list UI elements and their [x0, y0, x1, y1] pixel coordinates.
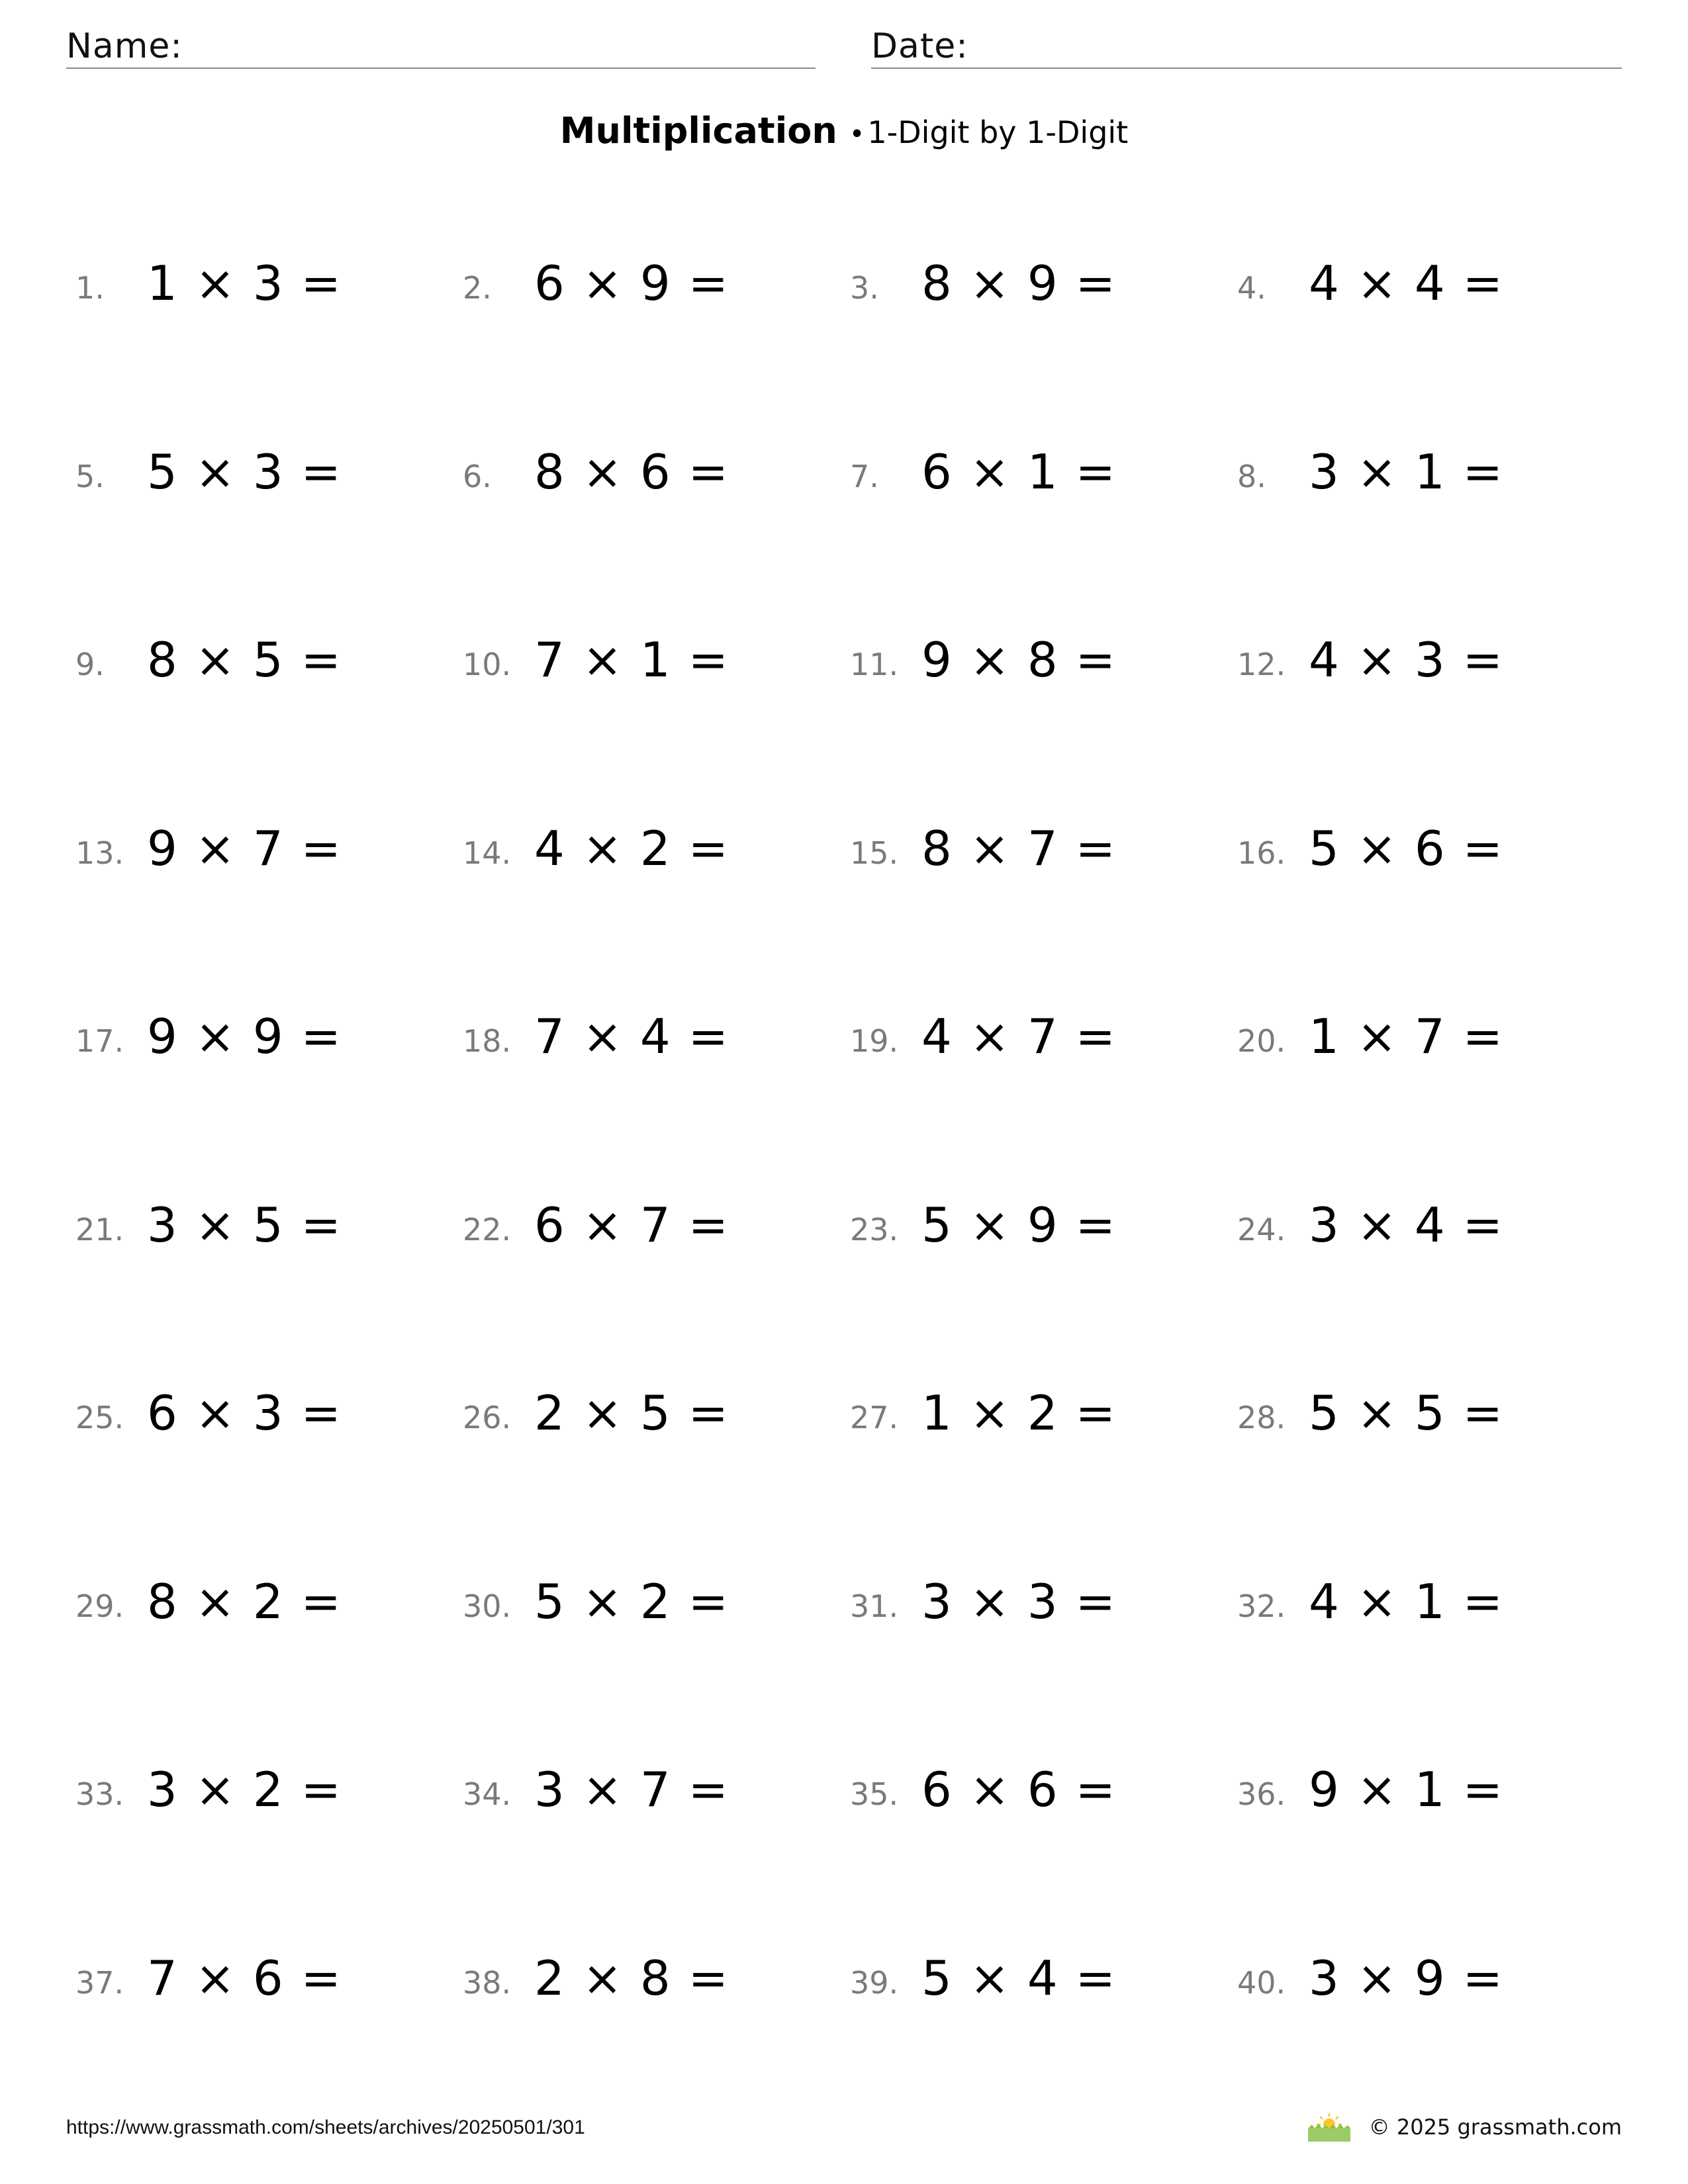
- problem-expression: 3 × 5 =: [147, 1197, 342, 1253]
- problem-expression: 5 × 6 =: [1309, 820, 1504, 876]
- problem-item: [850, 632, 1221, 694]
- problem-item: [850, 1950, 1221, 2013]
- problem-expression: 9 × 7 =: [147, 820, 342, 876]
- problem-expression: 2 × 8 =: [534, 1950, 729, 2006]
- problem-item: [75, 820, 446, 883]
- problem-expression: 5 × 9 =: [921, 1197, 1117, 1253]
- problem-number: 35.: [850, 1776, 899, 1812]
- problem-expression: 7 × 6 =: [147, 1950, 342, 2006]
- problem-number: 11.: [850, 647, 899, 682]
- problem-number: 6.: [463, 458, 492, 494]
- problem-expression: 6 × 3 =: [147, 1385, 342, 1441]
- problem-expression: 3 × 3 =: [921, 1573, 1117, 1629]
- problem-item: [75, 255, 446, 318]
- problem-number: 17.: [75, 1023, 124, 1059]
- problem-number: 16.: [1237, 835, 1286, 871]
- problem-item: [463, 1573, 833, 1636]
- problem-item: [75, 1011, 446, 1071]
- problem-item: [75, 443, 446, 506]
- problem-number: 38.: [463, 1964, 512, 2001]
- problem-item: [75, 1385, 446, 1447]
- problem-item: [1237, 1764, 1608, 1824]
- problem-expression: 6 × 9 =: [534, 255, 729, 311]
- name-label: Name:: [66, 26, 183, 66]
- problem-item: [1237, 632, 1608, 694]
- problem-expression: 1 × 7 =: [1309, 1009, 1504, 1064]
- problem-expression: 8 × 6 =: [534, 443, 729, 500]
- problem-expression: 2 × 5 =: [534, 1385, 729, 1441]
- problem-item: [850, 1197, 1221, 1259]
- problem-number: 19.: [850, 1023, 899, 1059]
- problem-expression: 3 × 2 =: [147, 1762, 342, 1817]
- problem-number: 22.: [463, 1211, 512, 1248]
- problem-item: [463, 255, 833, 318]
- problem-expression: 9 × 1 =: [1309, 1762, 1504, 1817]
- problem-number: 10.: [463, 647, 512, 682]
- problem-expression: 1 × 2 =: [921, 1385, 1117, 1441]
- problem-expression: 5 × 5 =: [1309, 1385, 1504, 1441]
- problem-number: 25.: [75, 1400, 124, 1435]
- title-subtitle: 1-Digit by 1-Digit: [867, 114, 1129, 150]
- problem-number: 31.: [850, 1588, 899, 1624]
- problem-expression: 3 × 4 =: [1309, 1197, 1504, 1253]
- copyright-text: © 2025 grassmath.com: [1368, 2115, 1622, 2140]
- problem-number: 21.: [75, 1211, 124, 1248]
- problem-item: [463, 1385, 833, 1447]
- problem-item: [1237, 443, 1608, 506]
- problem-number: 14.: [463, 835, 512, 871]
- problem-number: 5.: [75, 458, 105, 494]
- problem-item: [75, 1197, 446, 1259]
- problem-item: [850, 1385, 1221, 1447]
- problem-number: 13.: [75, 835, 124, 871]
- problem-expression: 5 × 3 =: [147, 443, 342, 500]
- problem-item: [1237, 255, 1608, 318]
- problem-expression: 8 × 9 =: [921, 255, 1117, 311]
- problem-item: [1237, 1385, 1608, 1447]
- problem-item: [850, 1573, 1221, 1636]
- problem-number: 9.: [75, 647, 105, 682]
- problem-expression: 4 × 1 =: [1309, 1573, 1504, 1629]
- problem-item: [850, 820, 1221, 883]
- problem-item: [850, 1011, 1221, 1071]
- problem-number: 2.: [463, 270, 492, 306]
- problem-expression: 5 × 4 =: [921, 1950, 1117, 2006]
- problem-item: [1237, 1573, 1608, 1636]
- problem-number: 26.: [463, 1400, 512, 1435]
- problem-number: 1.: [75, 270, 105, 306]
- problem-expression: 3 × 1 =: [1309, 443, 1504, 500]
- problem-number: 29.: [75, 1588, 124, 1624]
- problem-item: [75, 1950, 446, 2013]
- problem-number: 15.: [850, 835, 899, 871]
- problem-expression: 4 × 2 =: [534, 820, 729, 876]
- problem-number: 4.: [1237, 270, 1266, 306]
- problem-number: 28.: [1237, 1400, 1286, 1435]
- problem-number: 34.: [463, 1776, 512, 1812]
- date-label: Date:: [871, 26, 968, 66]
- problem-item: [463, 443, 833, 506]
- problem-expression: 4 × 7 =: [921, 1009, 1117, 1064]
- problem-number: 12.: [1237, 647, 1286, 682]
- problem-item: [463, 1011, 833, 1071]
- problem-expression: 7 × 1 =: [534, 632, 729, 688]
- problem-expression: 7 × 4 =: [534, 1009, 729, 1064]
- grass-sun-logo-icon: [1305, 2111, 1353, 2143]
- problem-item: [850, 1764, 1221, 1824]
- problem-number: 23.: [850, 1211, 899, 1248]
- problem-number: 36.: [1237, 1776, 1286, 1812]
- problem-item: [850, 443, 1221, 506]
- problem-number: 8.: [1237, 458, 1266, 494]
- problem-number: 7.: [850, 458, 879, 494]
- problem-item: [1237, 1011, 1608, 1071]
- problem-number: 24.: [1237, 1211, 1286, 1248]
- problem-item: [1237, 1197, 1608, 1259]
- problem-number: 27.: [850, 1400, 899, 1435]
- problem-item: [75, 632, 446, 694]
- footer-url: https://www.grassmath.com/sheets/archives/20250501/301: [66, 2116, 585, 2138]
- problem-item: [463, 820, 833, 883]
- problem-number: 18.: [463, 1023, 512, 1059]
- problem-expression: 8 × 5 =: [147, 632, 342, 688]
- problem-expression: 3 × 9 =: [1309, 1950, 1504, 2006]
- problem-number: 30.: [463, 1588, 512, 1624]
- problem-number: 37.: [75, 1964, 124, 2001]
- problem-number: 39.: [850, 1964, 899, 2001]
- footer-brand: [1305, 2111, 1622, 2143]
- problem-item: [463, 1764, 833, 1824]
- problem-item: [463, 1950, 833, 2013]
- problem-expression: 6 × 7 =: [534, 1197, 729, 1253]
- problem-expression: 6 × 1 =: [921, 443, 1117, 500]
- problem-expression: 9 × 9 =: [147, 1009, 342, 1064]
- problem-expression: 8 × 7 =: [921, 820, 1117, 876]
- title-separator: •: [849, 119, 865, 150]
- problem-item: [463, 632, 833, 694]
- problem-expression: 4 × 3 =: [1309, 632, 1504, 688]
- problem-number: 33.: [75, 1776, 124, 1812]
- problem-expression: 4 × 4 =: [1309, 255, 1504, 311]
- problem-item: [75, 1764, 446, 1824]
- problem-number: 32.: [1237, 1588, 1286, 1624]
- problem-expression: 3 × 7 =: [534, 1762, 729, 1817]
- problem-number: 40.: [1237, 1964, 1286, 2001]
- problem-expression: 1 × 3 =: [147, 255, 342, 311]
- title-main: Multiplication: [559, 110, 837, 152]
- problem-expression: 5 × 2 =: [534, 1573, 729, 1629]
- problem-item: [463, 1197, 833, 1259]
- problem-expression: 6 × 6 =: [921, 1762, 1117, 1817]
- problem-item: [1237, 820, 1608, 883]
- problem-expression: 8 × 2 =: [147, 1573, 342, 1629]
- problem-item: [75, 1573, 446, 1636]
- problem-number: 20.: [1237, 1023, 1286, 1059]
- problem-item: [1237, 1950, 1608, 2013]
- problem-expression: 9 × 8 =: [921, 632, 1117, 688]
- problem-number: 3.: [850, 270, 879, 306]
- problem-item: [850, 255, 1221, 318]
